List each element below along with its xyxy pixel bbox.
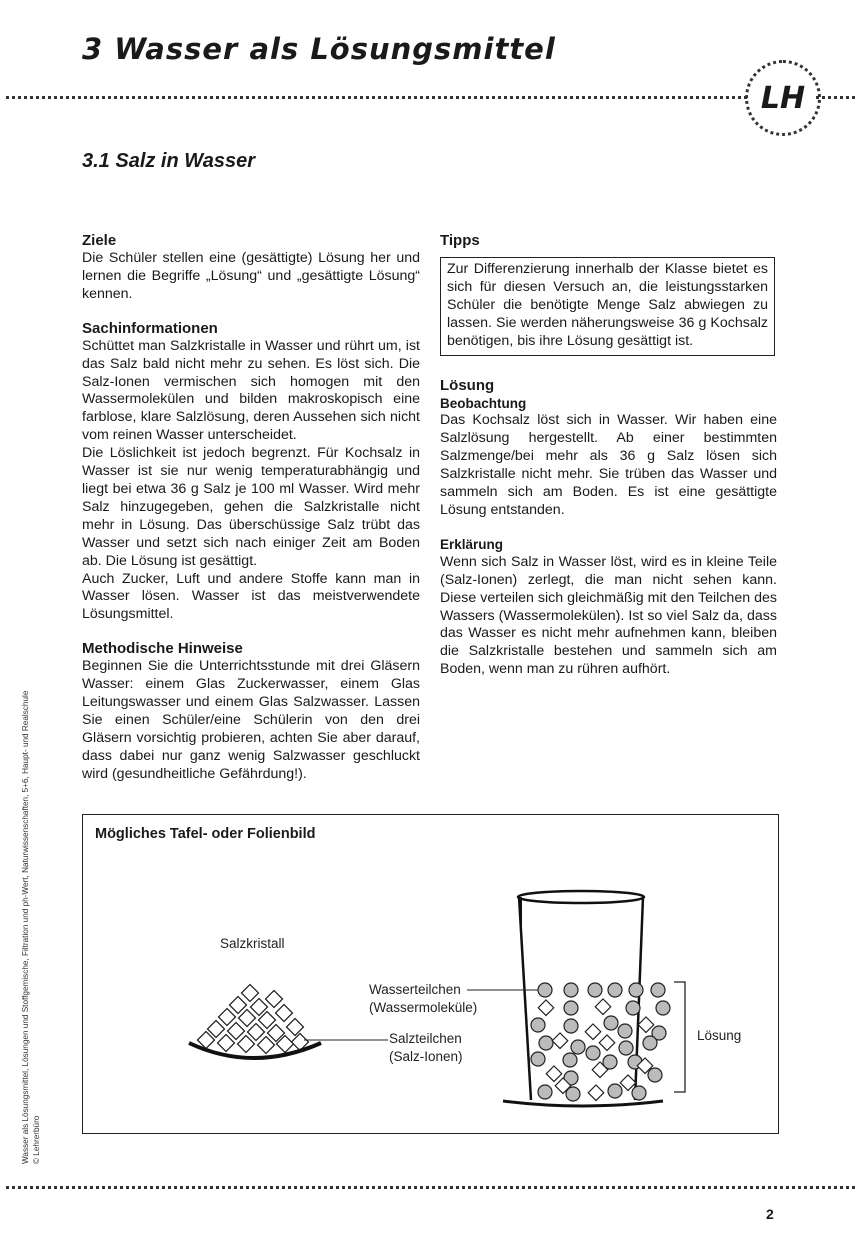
figure-illustration <box>83 815 778 1133</box>
right-column <box>440 232 777 679</box>
sachinformationen-paragraph-2: Die Löslichkeit ist jedoch begrenzt. Für Kochsalz in Wasser ist sie nur wenig temperaturabhängig und liegt bei etwa 36 g Salz je 100 ml Wasser. Wird mehr Salz hinzugegeben, gehen die Salzkristalle nicht mehr in Lösung. Das überschüssige Salz trübt das Wasser und setzt sich nach einiger Zeit am Boden ab. Die Lösung ist gesättigt. <box>82 445 420 569</box>
page-number: 2 <box>766 1206 774 1222</box>
section-title: 3.1 Salz in Wasser <box>82 150 256 172</box>
header-divider <box>6 96 747 99</box>
left-column <box>82 232 420 784</box>
figure-box <box>82 814 779 1134</box>
label-wasserteilchen: Wasserteilchen <box>369 982 461 997</box>
methodische-hinweise-text: Beginnen Sie die Unterrichtsstunde mit drei Gläsern Wasser: einem Glas Zuckerwasser, einem Glas Leitungswasser und einem Glas Salzwasser. Lassen Sie einen Schüler/eine Schülerin von den drei Gläsern vorsichtig probieren, achten Sie aber darauf, dass dabei nur ganz wenig Salzwasser geschluckt wird (gesundheitliche Gefährdung!). <box>82 658 420 782</box>
sidebar-line-1: Wasser als Lösungsmittel, Lösungen und Stoffgemische, Filtration und ph-Wert, Naturwissenschaften, 5+6, Haupt- und Realschule <box>21 690 30 1164</box>
chapter-title: 3 Wasser als Lösungsmittel <box>82 32 556 66</box>
salt-crystal-pile <box>198 985 309 1054</box>
tipps-text: Zur Differenzierung innerhalb der Klasse bietet es sich für diesen Versuch an, die leistungsstarken Schüler die benötigte Menge Salz abwiegen zu lassen. Sie werden näherungsweise 36 g Kochsalz benötigen, bis ihre Lösung gesättigt ist. <box>447 261 768 349</box>
label-loesung: Lösung <box>697 1028 742 1043</box>
loesung-heading: Lösung <box>440 376 495 394</box>
lh-badge-label: LH <box>760 80 806 116</box>
ziele-text: Die Schüler stellen eine (gesättigte) Lösung her und lernen die Begriffe „Lösung“ und „gesättigte Lösung“ kennen. <box>82 250 420 302</box>
tipps-box <box>440 257 775 356</box>
beobachtung-text: Das Kochsalz löst sich in Wasser. Wir haben eine Salzlösung hergestellt. Ab einer bestimmten Salzmenge/bei mehr als 36 g Salz lösen sich Salzkristalle nicht mehr. Sie trüben das Wasser und sammeln sich am Boden. Es ist eine gesättigte Lösung entstanden. <box>440 412 777 518</box>
sachinformationen-heading: Sachinformationen <box>82 319 218 337</box>
lh-badge <box>745 60 821 136</box>
solution-bracket <box>674 982 685 1092</box>
footer-divider <box>6 1186 855 1189</box>
label-wassermolekuele: (Wassermoleküle) <box>369 1000 478 1015</box>
erklaerung-heading: Erklärung <box>440 536 504 552</box>
sachinformationen-paragraph-1: Schüttet man Salzkristalle in Wasser und rührt um, ist das Salz bald nicht mehr zu sehen. Es löst sich. Die Salz-Ionen vermischen sich homogen mit den Wassermolekülen und bilden makroskopisch eine farblose, klare Salzlösung, deren Aussehen sich nicht vom reinen Wasser unterscheidet. <box>82 337 420 444</box>
sachinformationen-paragraph-3: Auch Zucker, Luft und andere Stoffe kann man in Wasser lösen. Wasser ist das meistverwendete Lösungsmittel. <box>82 570 420 623</box>
label-salzkristall: Salzkristall <box>220 936 285 951</box>
label-salz-ionen: (Salz-Ionen) <box>389 1049 463 1064</box>
figure-title: Mögliches Tafel- oder Folienbild <box>95 826 316 842</box>
beobachtung-heading: Beobachtung <box>440 395 527 411</box>
beaker-icon <box>503 891 663 1106</box>
header-divider-right <box>816 96 855 99</box>
methodische-hinweise-heading: Methodische Hinweise <box>82 640 243 658</box>
label-salzteilchen: Salzteilchen <box>389 1031 462 1046</box>
ziele-heading: Ziele <box>82 232 117 249</box>
tipps-heading: Tipps <box>440 232 480 249</box>
sidebar-line-2: © Lehrerbüro <box>32 1115 41 1164</box>
erklaerung-text: Wenn sich Salz in Wasser löst, wird es in kleine Teile (Salz-Ionen) zerlegt, die man nicht sehen kann. Diese verteilen sich gleichmäßig mit den Teilchen des Wassers (Wassermolekülen). Ist so viel Salz da, dass das Wasser es nicht mehr aufnehmen kann, bleiben die Salzkristalle bestehen und sammeln sich am Boden, wenn man zu rühren aufhört. <box>440 553 777 678</box>
sidebar-copyright <box>20 604 42 1164</box>
